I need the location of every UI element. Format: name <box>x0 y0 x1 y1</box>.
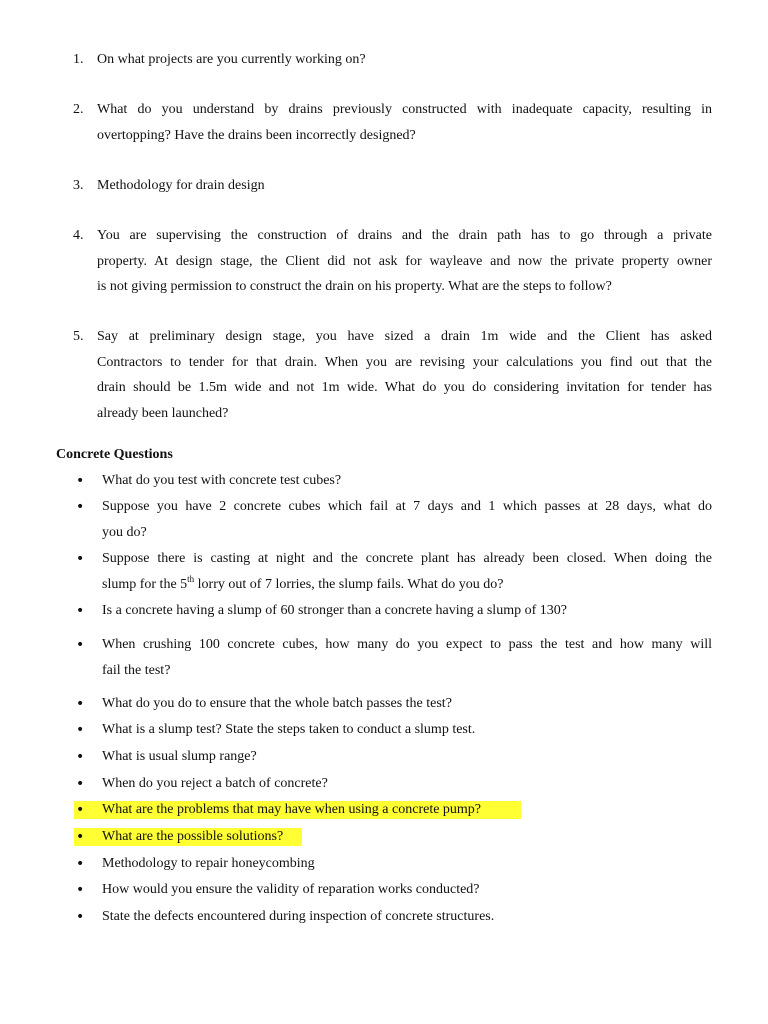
bullet-icon: • <box>76 722 85 738</box>
bullet-text <box>102 632 712 684</box>
bullet-icon: • <box>76 499 85 515</box>
bullet-line: Suppose there is casting at night and the concrete plant has already been closed. When doing the <box>102 551 712 566</box>
question-number: 4. <box>73 228 84 243</box>
bullet-line: What is a slump test? State the steps taken to conduct a slump test. <box>102 722 476 737</box>
question-line: is not giving permission to construct the drain on his property. What are the steps to follow? <box>97 279 612 294</box>
bullet-line-part: lorry out of 7 lorries, the slump fails. What do you do? <box>194 577 504 592</box>
bullet-line: Suppose you have 2 concrete cubes which fail at 7 days and 1 which passes at 28 days, what do <box>102 499 712 514</box>
bullet-text <box>102 546 712 598</box>
question-line: What do you understand by drains previously constructed with inadequate capacity, resulting in <box>97 102 712 117</box>
question-number: 1. <box>73 52 84 67</box>
bullet-line: Methodology to repair honeycombing <box>102 856 315 871</box>
bullet-icon: • <box>76 802 85 818</box>
section-heading: Concrete Questions <box>56 447 173 462</box>
bullet-line-part: slump for the 5 <box>102 577 188 592</box>
question-text <box>97 324 712 426</box>
bullet-text <box>102 744 712 770</box>
bullet-line: What do you do to ensure that the whole batch passes the test? <box>102 696 452 711</box>
bullet-line: When do you reject a batch of concrete? <box>102 776 328 791</box>
question-number: 3. <box>73 178 84 193</box>
bullet-icon: • <box>76 909 85 925</box>
bullet-icon: • <box>76 696 85 712</box>
bullet-text <box>102 771 712 797</box>
bullet-line: What are the problems that may have when using a concrete pump? <box>102 802 482 817</box>
bullet-icon: • <box>76 776 85 792</box>
bullet-text <box>102 851 712 877</box>
bullet-line: How would you ensure the validity of reparation works conducted? <box>102 882 480 897</box>
bullet-line: What are the possible solutions? <box>102 829 284 844</box>
bullet-text <box>102 877 712 903</box>
bullet-text <box>102 824 712 850</box>
bullet-line: you do? <box>102 525 147 540</box>
question-line: drain should be 1.5m wide and not 1m wide. What do you do considering invitation for tender has <box>97 380 712 395</box>
bullet-icon: • <box>76 856 85 872</box>
bullet-icon: • <box>76 603 85 619</box>
bullet-text <box>102 494 712 546</box>
question-text <box>97 223 712 300</box>
bullet-text <box>102 717 712 743</box>
question-text <box>97 97 712 148</box>
bullet-text <box>102 797 712 823</box>
question-line: overtopping? Have the drains been incorrectly designed? <box>97 127 416 143</box>
question-line: On what projects are you currently working on? <box>97 52 366 67</box>
bullet-text <box>102 691 712 717</box>
question-line: Say at preliminary design stage, you have sized a drain 1m wide and the Client has asked <box>97 329 712 344</box>
question-line: property. At design stage, the Client did not ask for wayleave and now the private property owner <box>97 253 712 269</box>
bullet-line: What is usual slump range? <box>102 749 257 764</box>
bullet-icon: • <box>76 473 85 489</box>
superscript: th <box>187 574 195 584</box>
bullet-text <box>102 598 712 624</box>
bullet-line: State the defects encountered during inspection of concrete structures. <box>102 909 495 924</box>
bullet-icon: • <box>76 829 85 845</box>
question-text <box>97 47 712 73</box>
bullet-line <box>102 572 712 598</box>
bullet-line: fail the test? <box>102 663 171 678</box>
question-number: 2. <box>73 102 84 117</box>
question-text <box>97 173 712 199</box>
bullet-icon: • <box>76 637 85 653</box>
question-line: already been launched? <box>97 405 229 421</box>
question-line: Contractors to tender for that drain. When you are revising your calculations you find out that the <box>97 354 712 370</box>
bullet-line: Is a concrete having a slump of 60 stronger than a concrete having a slump of 130? <box>102 603 567 618</box>
bullet-icon: • <box>76 749 85 765</box>
bullet-line: When crushing 100 concrete cubes, how many do you expect to pass the test and how many will <box>102 637 712 652</box>
bullet-text <box>102 468 712 494</box>
question-line: You are supervising the construction of drains and the drain path has to go through a private <box>97 228 712 243</box>
bullet-text <box>102 904 712 930</box>
bullet-icon: • <box>76 551 85 567</box>
question-line: Methodology for drain design <box>97 178 265 193</box>
bullet-icon: • <box>76 882 85 898</box>
question-number: 5. <box>73 329 84 344</box>
bullet-line: What do you test with concrete test cubes? <box>102 473 342 488</box>
